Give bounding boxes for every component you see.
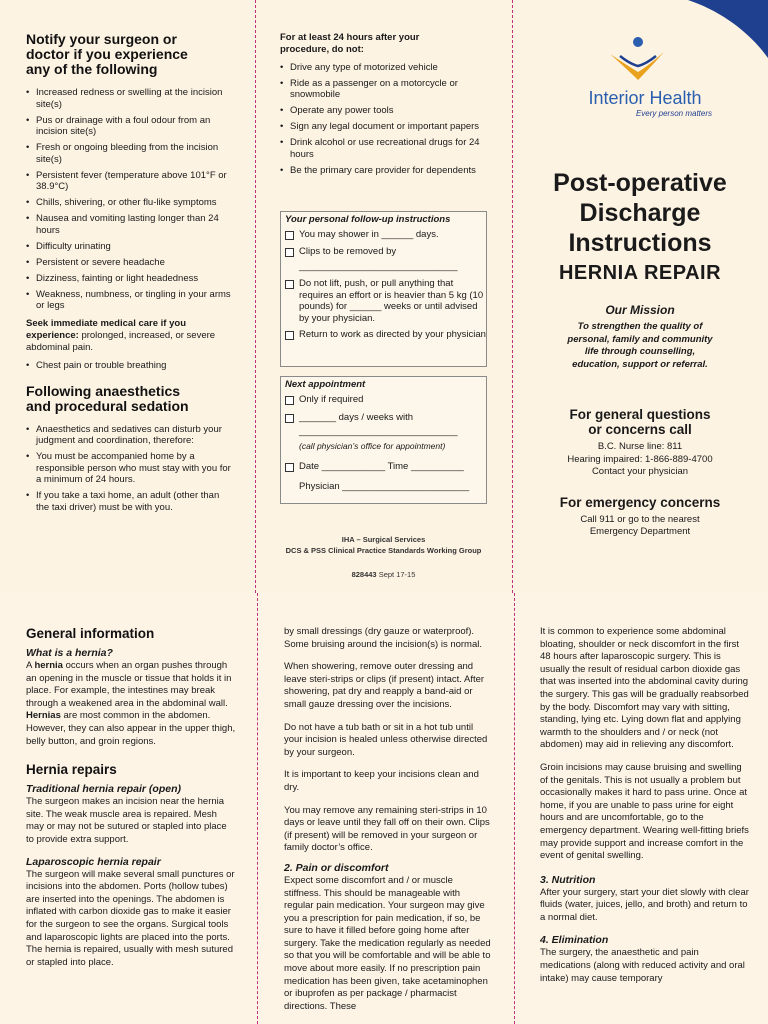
only-if-required-row: Only if required — [281, 394, 486, 406]
clips-blank-line: ______________________________ — [299, 261, 458, 272]
list-item: • You must be accompanied home by a responsible person who must stay with you for a minimum of 24 hours. — [26, 451, 231, 486]
fold-line — [514, 593, 515, 1024]
paragraph: Expect some discomfort and / or muscle stiffness. This should be manageable with regular pain medication. Your surgeon may give you a prescription for pain medication, if so, be sure to have it filled before going home after surgery. Take the medication regularly as needed so that you will be comfortable and will be able to move about more easily. If no prescription pain medication has been given, take acetaminophen or ibuprofen as per package / pharmacist directions. These — [284, 874, 491, 1012]
mission-heading: Our Mission — [605, 303, 675, 317]
lifting-checkbox[interactable] — [285, 280, 294, 289]
notify-section — [26, 32, 231, 518]
general-questions-heading: For general questions or concerns call — [569, 407, 711, 437]
restrictions-section — [280, 32, 490, 181]
list-item: • Persistent fever (temperature above 101°F or 38.9°C) — [26, 170, 231, 193]
anaesthetics-heading: Following anaesthetics and procedural sedation — [26, 382, 189, 414]
paragraph: Do not have a tub bath or sit in a hot tub until your incision is healed unless otherwise directed by your surgeon. — [284, 721, 488, 758]
nutrition-heading: 3. Nutrition — [540, 873, 596, 886]
physician-row: Physician ________________________ — [299, 481, 470, 492]
list-item: • Difficulty urinating — [26, 241, 231, 253]
list-item: • Nausea and vomiting lasting longer than 24 hours — [26, 213, 231, 236]
physician-blank-line: ______________________________ — [299, 426, 458, 437]
list-item: • Pus or drainage with a foul odour from an incision site(s) — [26, 115, 231, 138]
recovery-section — [540, 626, 750, 985]
immediate-care-text: Seek immediate medical care if you experience: prolonged, increased, or severe abdominal pain. — [26, 317, 216, 354]
paragraph: by small dressings (dry gauze or waterproof). Some bruising around the incision(s) is normal. — [284, 626, 483, 650]
laparoscopic-repair-text: The surgeon will make several small punctures or incisions into the abdomen. Ports (hollow tubes) are inserted into the openings. The abdomen is inflated with carbon dioxide gas to make it easier for the surgeon to see the organs. Surgical tools and laparoscopic lights are placed into the ports. The hernia is repaired, usually with mesh sutured or stapled into place. — [26, 868, 235, 968]
paragraph: You may remove any remaining steri-strips in 10 days or leave until they fall off on their own. Clips (if present) will be removed in your surgeon or family doctor’s office. — [284, 804, 490, 854]
follow-up-title: Your personal follow-up instructions — [285, 214, 451, 225]
interior-health-logo-icon — [606, 36, 666, 84]
date-time-checkbox[interactable] — [285, 463, 294, 472]
what-is-hernia-heading: What is a hernia? — [26, 647, 113, 659]
shower-row: You may shower in ______ days. — [281, 229, 486, 241]
logo-block — [570, 88, 720, 118]
logo-name: Interior Health — [588, 88, 702, 108]
cover-title: Post-operative Discharge Instructions — [553, 169, 727, 257]
elimination-heading: 4. Elimination — [540, 934, 609, 947]
list-item: • Increased redness or swelling at the incision site(s) — [26, 87, 231, 110]
paragraph: It is common to experience some abdominal bloating, shoulder or neck discomfort in the first 48 hours after laparoscopic surgery. This is usually the result of residual carbon dioxide gas that was inserted into the abdominal cavity during the surgery. This gas will be gradually reabsorbed by the body. Discomfort may vary with sitting, standing, lying etc. Lying down flat and applying warmth to the shoulders and / or neck (not abdomen) may aid in relieving any discomfort. — [540, 626, 749, 751]
list-item: • Anaesthetics and sedatives can disturb your judgment and coordination, therefore: — [26, 424, 231, 447]
only-if-required-checkbox[interactable] — [285, 396, 294, 405]
immediate-list — [26, 360, 231, 372]
incision-care-section — [284, 626, 492, 1013]
list-item: • Persistent or severe headache — [26, 257, 231, 269]
laparoscopic-repair-heading: Laparoscopic hernia repair — [26, 855, 161, 868]
list-item: • Chest pain or trouble breathing — [26, 360, 231, 372]
shower-checkbox[interactable] — [285, 231, 294, 240]
cover-title-block — [526, 168, 754, 539]
list-item: • Operate any power tools — [280, 105, 490, 117]
list-item: • Fresh or ongoing bleeding from the incision site(s) — [26, 142, 231, 165]
call-note: (call physician’s office for appointment) — [299, 441, 446, 451]
anaesthetics-list — [26, 424, 231, 514]
fold-line — [255, 0, 256, 593]
list-item: • Drink alcohol or use recreational drugs for 24 hours — [280, 137, 490, 160]
emergency-lines: Call 911 or go to the nearest Emergency Department — [580, 513, 700, 537]
follow-up-box — [280, 211, 487, 367]
paragraph: After your surgery, start your diet slowly with clear fluids (water, juices, jello, and broth) and return to a normal diet. — [540, 886, 749, 923]
paragraph: It is important to keep your incisions clean and dry. — [284, 769, 479, 793]
paragraph: Groin incisions may cause bruising and swelling of the genitals. This is not usually a problem but occasionally makes it hard to pass urine. Once at home, if you are unable to pass urine for eight hours and are uncomfortable, go to the emergency department. Wearing well-fitting briefs may provide support and increase comfort in the event of genital swelling. — [540, 761, 749, 862]
paragraph: The surgery, the anaesthetic and pain medications (along with reduced activity and oral intake) may cause temporary — [540, 947, 745, 984]
days-weeks-row: _______ days / weeks with ______________________________ (call physician’s office for appointment) — [281, 412, 486, 453]
list-item: • Chills, shivering, or other flu-like symptoms — [26, 197, 231, 209]
restrictions-heading: For at least 24 hours after your procedure, do not: — [280, 32, 420, 56]
fold-line — [512, 0, 513, 593]
general-information-section — [26, 626, 236, 969]
days-weeks-checkbox[interactable] — [285, 414, 294, 423]
list-item: • If you take a taxi home, an adult (other than the taxi driver) must be with you. — [26, 490, 231, 513]
mission-text: To strengthen the quality of personal, family and community life through counselling, education, support or referral. — [567, 321, 713, 370]
lifting-row: Do not lift, push, or pull anything that requires an effort or is heavier than 5 kg (10 pounds) for ______ weeks or until advised by your physician. — [281, 278, 486, 324]
date-time-row: Date ____________ Time __________ — [281, 461, 486, 473]
contact-lines: B.C. Nurse line: 811 Hearing impaired: 1-866-889-4700 Contact your physician — [567, 441, 713, 477]
list-item: • Weakness, numbness, or tingling in your arms or legs — [26, 289, 231, 312]
hernia-repairs-heading: Hernia repairs — [26, 762, 117, 778]
cover-subtitle: HERNIA REPAIR — [558, 262, 722, 284]
list-item: • Drive any type of motorized vehicle — [280, 62, 490, 74]
next-appointment-box — [280, 376, 487, 504]
next-appointment-title: Next appointment — [285, 379, 366, 390]
restrictions-list — [280, 62, 490, 177]
return-to-work-row: Return to work as directed by your physician — [281, 329, 486, 341]
form-code: 828443 Sept 17-15 — [351, 570, 416, 579]
list-item: • Ride as a passenger on a motorcycle or snowmobile — [280, 78, 490, 101]
logo-tagline: Every person matters — [635, 109, 712, 118]
general-information-heading: General information — [26, 626, 155, 641]
traditional-repair-heading: Traditional hernia repair (open) — [26, 783, 181, 796]
brochure-footer: IHA – Surgical Services DCS & PSS Clinical Practice Standards Working Group 828443 Sept 17-15 — [280, 534, 487, 580]
paragraph: When showering, remove outer dressing and leave steri-strips or clips (if present) intact. After showering, pat dry and reapply a band-aid or small gauze dressing over the incisions. — [284, 661, 485, 710]
clips-checkbox[interactable] — [285, 248, 294, 257]
list-item: • Be the primary care provider for dependents — [280, 165, 490, 177]
fold-line — [257, 593, 258, 1024]
notify-list — [26, 87, 231, 312]
emergency-heading: For emergency concerns — [559, 494, 721, 510]
pain-heading: 2. Pain or discomfort — [284, 861, 389, 874]
list-item: • Dizziness, fainting or light headedness — [26, 273, 231, 285]
return-to-work-checkbox[interactable] — [285, 331, 294, 340]
notify-heading: Notify your surgeon or doctor if you experience any of the following — [26, 31, 188, 77]
clips-row: Clips to be removed by ______________________________ — [281, 246, 486, 278]
traditional-repair-text: The surgeon makes an incision near the hernia site. The weak muscle area is repaired. Mesh may or may not be sutured or stapled into place to provide extra support. — [26, 796, 227, 845]
list-item: • Sign any legal document or important papers — [280, 121, 490, 133]
hernia-definition: A hernia occurs when an organ pushes through an opening in the muscle or tissue that holds it in place. For example, the intestines may break through a weakened area in the abdominal wall. Hernias are most common in the abdomen. However, they can also appear in the upper thigh, belly button, and groin regions. — [26, 660, 236, 747]
